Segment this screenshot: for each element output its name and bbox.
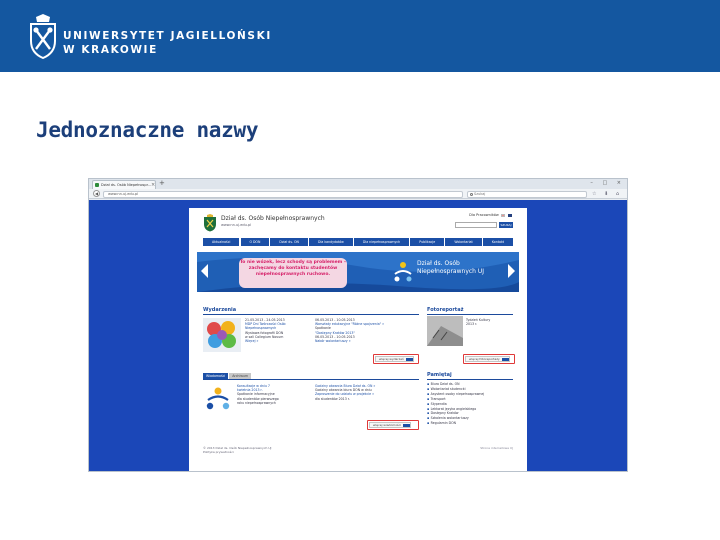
photo-caption <box>466 318 490 326</box>
english-flag-icon[interactable] <box>508 214 512 217</box>
footer-privacy-link[interactable]: Polityka prywatności <box>203 450 234 454</box>
window-controls[interactable]: – □ × <box>590 180 625 186</box>
browser-viewport <box>89 200 628 472</box>
new-tab-button[interactable]: + <box>159 179 165 187</box>
favicon-icon <box>95 183 99 187</box>
site-search-button[interactable]: SZUKAJ <box>500 223 512 227</box>
university-name-line1: UNIWERSYTET JAGIELLOŃSKI <box>63 30 272 42</box>
list-item[interactable]: ▪ Lektorat języka angielskiego <box>427 406 477 411</box>
site-crest-icon <box>203 214 217 232</box>
event-text: w sali Collegium Novum <box>245 334 284 339</box>
photo-heading: Fotoreportaż <box>427 307 464 313</box>
list-item[interactable]: ▪ Transport <box>427 396 446 401</box>
browser-nav-bar <box>89 189 628 199</box>
menu-item-publications[interactable]: Publikacje <box>410 238 444 246</box>
hero-banner <box>197 252 519 292</box>
list-item[interactable]: ▪ Szkolenia wolontariuszy <box>427 416 469 421</box>
tab-archive[interactable]: Archiwum <box>229 373 251 379</box>
more-photos-label: więcej fotoreportaży <box>469 357 500 361</box>
event-text: Spotkanie <box>315 326 331 331</box>
events-heading: Wydarzenia <box>203 307 237 313</box>
event-link[interactable]: MDP Dni Twórczości Osób <box>245 322 286 327</box>
highlight-more-photos <box>463 354 515 364</box>
photo-caption-line1[interactable]: Tydzień Kultury <box>466 318 491 322</box>
event-date: 06.05.2013 - 10.05.2013 <box>315 334 355 339</box>
menu-item-about[interactable]: O DON <box>241 238 270 246</box>
site-title: Dział ds. Osób Niepełnosprawnych <box>221 215 325 222</box>
news-text: roku niepełnosprawnych <box>237 400 276 405</box>
list-item[interactable]: ▪ Regulamin DON <box>427 421 456 426</box>
list-item[interactable]: ▪ Dostępny Kraków <box>427 411 459 416</box>
photo-thumbnail[interactable] <box>427 316 463 346</box>
news-text: Spotkanie informacyjne <box>237 392 275 397</box>
remember-list <box>427 382 484 426</box>
tab-news[interactable]: Wiadomości <box>203 373 228 379</box>
news-link[interactable]: kwietnia 2013 r. <box>237 388 263 393</box>
news-column-2 <box>315 384 375 401</box>
event-date: 21.05.2013 - 24.05.2013 <box>245 318 285 322</box>
browser-window <box>88 178 628 472</box>
university-name <box>63 29 272 57</box>
footer-uj-link[interactable]: Strona internetowa UJ <box>480 446 513 450</box>
events-column-1 <box>245 318 286 343</box>
photo-caption-line2: 2013 r. <box>466 322 478 327</box>
event-date: 06.05.2013 - 10.05.2013 <box>315 318 355 322</box>
toolbar-icons[interactable]: ☆ ⬇ ⌂ <box>592 191 623 197</box>
menu-item-news[interactable]: Aktualności <box>203 238 239 246</box>
hands-thumbnail <box>203 318 241 352</box>
menu-item-volunteering[interactable]: Wolontariat <box>445 238 481 246</box>
slide-title: Jednoznaczne nazwy <box>36 118 259 142</box>
site-main-menu <box>203 238 513 246</box>
highlight-more-news <box>367 420 419 430</box>
news-text: dla studentów 2013 r. <box>315 396 350 401</box>
menu-item-candidates[interactable]: Dla kandydatów <box>309 238 353 246</box>
news-link[interactable]: Konsultacje w dniu 7 <box>237 384 270 388</box>
browser-tab-title: Dział ds. Osób Niepełnospr... <box>101 183 152 187</box>
university-crest-icon <box>28 13 58 59</box>
banner-logo-line1: Dział ds. Osób <box>417 260 460 267</box>
banner-next-arrow-icon[interactable] <box>508 264 515 278</box>
photo-divider <box>427 314 513 315</box>
people-logo-icon <box>393 260 413 284</box>
event-link[interactable]: Warsztaty edukacyjne "Różne spojrzenia" » <box>315 322 385 327</box>
menu-item-contact[interactable]: Kontakt <box>483 238 513 246</box>
highlight-more-events <box>373 354 419 364</box>
news-text: dla studentów pierwszego <box>237 396 279 401</box>
close-tab-icon[interactable]: × <box>151 182 156 188</box>
page-footer <box>203 446 271 454</box>
list-item[interactable]: ▪ Biuro Dział ds. ON <box>427 382 460 386</box>
remember-divider <box>427 379 513 380</box>
banner-prev-arrow-icon[interactable] <box>201 264 208 278</box>
event-link[interactable]: Nabór wolontariuszy » <box>315 339 351 344</box>
event-link[interactable]: Niepełnosprawnych <box>245 326 277 331</box>
event-more-link[interactable]: Więcej » <box>245 339 259 344</box>
event-link[interactable]: "Dostępny Kraków 2013" <box>315 330 355 335</box>
polish-flag-icon[interactable] <box>501 214 505 217</box>
news-text: Godziny otwarcia biura DON w dniu <box>315 388 372 393</box>
staff-link[interactable]: Dla Pracowników <box>469 213 499 217</box>
browser-tab[interactable] <box>92 180 156 189</box>
menu-item-disabled[interactable]: Dla niepełnosprawnych <box>354 238 409 246</box>
event-text: Wystawa fotografii DON <box>245 330 284 335</box>
web-page <box>189 208 527 472</box>
menu-item-department[interactable]: Dział ds. ON <box>270 238 307 246</box>
site-url: www.nn.uj.edu.pl <box>221 223 252 227</box>
news-column-1 <box>237 384 279 405</box>
site-search-input[interactable] <box>455 222 497 228</box>
banner-logo-line2: Niepełnosprawnych UJ <box>417 268 485 275</box>
footer-copyright: © 2013 Dział ds. Osób Niepełnosprawnych UJ <box>203 446 272 450</box>
browser-tab-bar <box>89 179 628 189</box>
more-events-label: więcej wydarzeń <box>379 357 404 361</box>
search-icon <box>470 193 473 196</box>
banner-message: To nie wózek, lecz schody są problemem – zachęcamy do kontaktu studentów niepełnosprawnych ruchowo. <box>239 258 347 288</box>
back-button[interactable]: ◀ <box>94 191 99 196</box>
list-item[interactable]: ▪ Wolontariat studencki <box>427 386 466 391</box>
browser-search-input[interactable] <box>467 191 587 198</box>
banner-logo-text <box>417 260 484 276</box>
list-item[interactable]: ▪ Stypendia <box>427 401 447 406</box>
browser-search-placeholder: Szukaj <box>474 191 486 196</box>
university-name-line2: W KRAKOWIE <box>63 44 158 56</box>
slide-header <box>0 0 720 72</box>
department-logo-icon <box>205 386 231 412</box>
news-link[interactable]: Zaproszenie do udziału w projekcie » <box>315 392 375 397</box>
events-divider <box>203 314 419 315</box>
top-links <box>469 213 513 217</box>
more-news-label: więcej wiadomości <box>373 423 402 427</box>
remember-heading: Pamiętaj <box>427 372 452 378</box>
news-divider <box>203 379 419 380</box>
news-link[interactable]: Godziny otwarcia Biura Dział ds. ON » <box>315 384 376 388</box>
url-input[interactable]: www.nn.uj.edu.pl <box>103 191 463 198</box>
list-item[interactable]: ▪ Asystent osoby niepełnosprawnej <box>427 391 485 396</box>
events-column-2 <box>315 318 384 343</box>
